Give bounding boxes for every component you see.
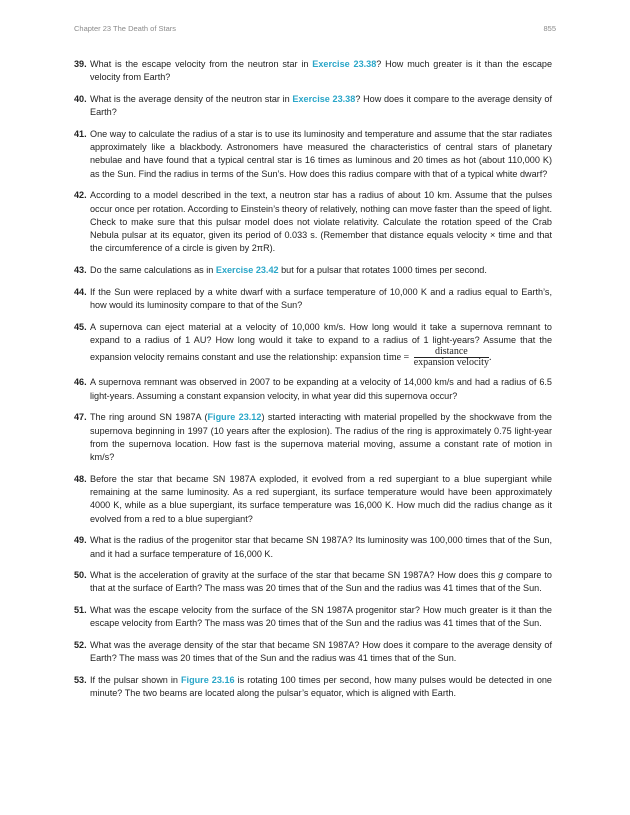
formula-lhs: expansion time = bbox=[340, 351, 410, 363]
problem-44 bbox=[74, 286, 552, 313]
problem-39 bbox=[74, 58, 552, 85]
problem-number: 40. bbox=[74, 93, 87, 104]
exercise-link[interactable]: Exercise 23.38 bbox=[312, 59, 377, 69]
running-head bbox=[74, 24, 556, 33]
problem-number: 50. bbox=[74, 570, 87, 581]
problem-text: A supernova remnant was observed in 2007 to be expanding at a velocity of 14,000 km/s and had a radius of 6.5 light-years. Assuming a constant expansion velocity, in what year did this supernova occur? bbox=[90, 377, 552, 401]
problem-text: A supernova can eject material at a velocity of 10,000 km/s. How long would it take a supernova remnant to expand to a radius of 1 AU? How long would it take to expand to a radius of 1 light-years? Assume that the expansion velocity remains constant and use the relationship: expansion time = $\frac{\text{distance}}{\text{expansion velocity}}$ . bbox=[90, 321, 552, 369]
page-number: 855 bbox=[543, 24, 556, 33]
exercise-link[interactable]: Exercise 23.38 bbox=[292, 93, 356, 104]
problem-52 bbox=[74, 639, 552, 666]
problem-50 bbox=[74, 569, 552, 596]
problem-number: 47. bbox=[74, 412, 87, 423]
problem-47 bbox=[74, 411, 552, 464]
problem-list bbox=[74, 58, 552, 709]
problem-text: If the pulsar shown in Figure 23.16 is rotating 100 times per second, how many pulses would be detected in one minute? The two beams are located along the pulsar’s equator, which is aligned with Earth. bbox=[90, 674, 552, 699]
problem-51 bbox=[74, 604, 552, 631]
problem-number: 44. bbox=[74, 286, 87, 297]
formula-fraction bbox=[414, 347, 489, 368]
problem-number: 43. bbox=[74, 265, 87, 276]
problem-42 bbox=[74, 189, 552, 255]
problem-text: What was the escape velocity from the surface of the SN 1987A progenitor star? How much greater is it than the escape velocity from Earth? The mass was 20 times that of the Sun and the radius was 41 times that of the Sun. bbox=[90, 605, 552, 629]
problem-46 bbox=[74, 376, 552, 403]
problem-number: 45. bbox=[74, 321, 87, 332]
problem-text: What is the average density of the neutron star in Exercise 23.38? How does it compare to the average density of Earth? bbox=[90, 93, 553, 118]
problem-number: 51. bbox=[74, 605, 87, 616]
chapter-title: Chapter 23 The Death of Stars bbox=[74, 24, 177, 33]
problem-text: According to a model described in the text, a neutron star has a radius of about 10 km. Assume that the pulses occur once per rotation. According to Einstein’s theory of relatively, nothing can move faster than the speed of light. Check to make sure that this pulsar model does not violate relativity. Calculate the rotation speed of the Crab Nebula pulsar at its equator, given its period of 0.033 s. (Remember that distance equals velocity × time and that the circumference of a circle is given by 2πR). bbox=[90, 190, 552, 254]
problem-number: 48. bbox=[74, 473, 87, 484]
problem-53 bbox=[74, 674, 552, 701]
problem-40 bbox=[74, 93, 552, 120]
exercise-link[interactable]: Exercise 23.42 bbox=[215, 265, 279, 276]
problem-number: 49. bbox=[74, 535, 87, 546]
formula-denominator: expansion velocity bbox=[413, 357, 489, 369]
figure-link[interactable]: Figure 23.16 bbox=[180, 674, 235, 685]
problem-text: If the Sun were replaced by a white dwarf with a surface temperature of 10,000 K and a radius equal to Earth’s, how would its luminosity compare to that of the Sun? bbox=[90, 286, 552, 310]
problem-number: 52. bbox=[74, 639, 87, 650]
problem-text: Do the same calculations as in Exercise 23.42 but for a pulsar that rotates 1000 times per second. bbox=[90, 265, 487, 276]
problem-45 bbox=[74, 321, 552, 369]
problem-text: What is the escape velocity from the neutron star in Exercise 23.38? How much greater is it than the escape velocity from Earth? bbox=[90, 59, 553, 83]
problem-number: 39. bbox=[74, 59, 87, 69]
figure-link[interactable]: Figure 23.12 bbox=[207, 412, 262, 423]
gravity-symbol: g bbox=[498, 570, 504, 581]
problem-text: What is the radius of the progenitor star that became SN 1987A? Its luminosity was 100,000 times that of the Sun, and it had a surface temperature of 16,000 K. bbox=[90, 535, 552, 559]
problem-text: The ring around SN 1987A (Figure 23.12) started interacting with material propelled by the shockwave from the supernova beginning in 1997 (10 years after the explosion). The radius of the ring is approximately 0.75 light-year from the supernova location. How fast is the supernova material moving, assume a constant rate of motion in km/s? bbox=[90, 412, 552, 463]
problem-41 bbox=[74, 128, 552, 181]
problem-text: Before the star that became SN 1987A exploded, it evolved from a red supergiant to a blue supergiant while remaining at the same luminosity. As a red supergiant, its surface temperature would have been approximately 4000 K, while as a blue supergiant, its surface temperature was 16,000 K. How much did the radius change as it evolved from a red to a blue supergiant? bbox=[90, 473, 552, 524]
problem-number: 41. bbox=[74, 128, 87, 139]
problem-49 bbox=[74, 534, 552, 561]
problem-number: 42. bbox=[74, 190, 87, 201]
problem-text: What was the average density of the star that became SN 1987A? How does it compare to the average density of Earth? The mass was 20 times that of the Sun and the radius was 41 times that of the Sun. bbox=[90, 639, 552, 664]
formula-numerator: distance bbox=[414, 347, 489, 358]
problem-48 bbox=[74, 473, 552, 526]
problem-number: 53. bbox=[74, 674, 87, 685]
problem-number: 46. bbox=[74, 377, 87, 388]
problem-text: What is the acceleration of gravity at the surface of the star that became SN 1987A? How does this g compare to that at the surface of Earth? The mass was 20 times that of the Sun and the radius was 41 times that of the Sun. bbox=[90, 570, 552, 594]
problem-text: One way to calculate the radius of a star is to use its luminosity and temperature and assume that the star radiates approximately like a blackbody. Astronomers have measured the characteristics of central stars of planetary nebulae and have found that a typical central star is 16 times as luminous and 20 times as hot (about 110,000 K) as the Sun. Find the radius in terms of the Sun’s. How does this radius compare with that of a typical white dwarf? bbox=[90, 128, 552, 179]
problem-43 bbox=[74, 264, 552, 277]
expansion-time-formula: expansion time = $\frac{\text{distance}}{\text{expansion velocity}}$ . bbox=[340, 346, 492, 369]
